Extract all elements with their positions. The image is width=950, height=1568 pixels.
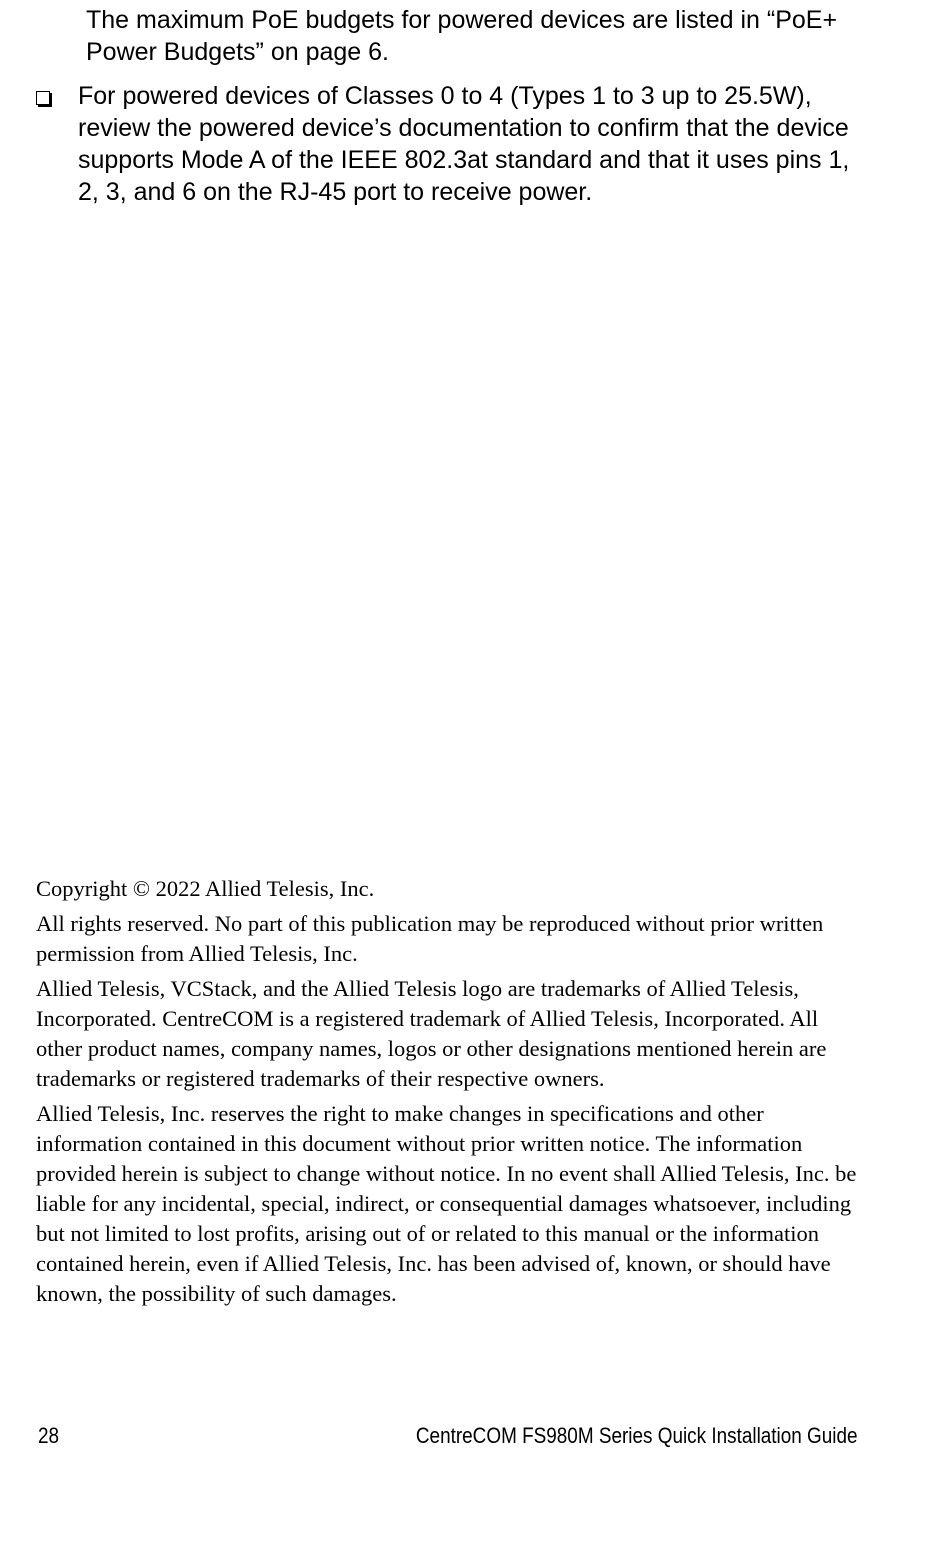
checkbox-bullet-icon [36, 91, 50, 105]
trademarks-paragraph: Allied Telesis, VCStack, and the Allied Telesis logo are trademarks of Allied Telesis, Incorporated. CentreCOM is a registered trademark of Allied Telesis, Incorporated. All other product names, company names, logos or other designations mentioned herein are trademarks or registered trademarks of their respective owners. [36, 976, 827, 1091]
page-footer [38, 1420, 858, 1454]
copyright-line: Copyright © 2022 Allied Telesis, Inc. [36, 876, 375, 901]
checklist-item [36, 80, 876, 208]
intro-paragraph: The maximum PoE budgets for powered devices are listed in “PoE+ Power Budgets” on page 6. [86, 6, 838, 66]
page-number: 28 [38, 1423, 60, 1448]
guide-title: CentreCOM FS980M Series Quick Installation Guide [416, 1423, 858, 1448]
disclaimer-paragraph: Allied Telesis, Inc. reserves the right to make changes in specifications and other information contained in this document without prior written notice. The information provided herein is subject to change without notice. In no event shall Allied Telesis, Inc. be liable for any incidental, special, indirect, or consequential damages whatsoever, including but not limited to lost profits, arising out of or related to this manual or the information contained herein, even if Allied Telesis, Inc. has been advised of, known, or should have known, the possibility of such damages. [36, 1101, 857, 1306]
copyright-notice [36, 874, 866, 1314]
rights-reserved-paragraph: All rights reserved. No part of this publication may be reproduced without prior written permission from Allied Telesis, Inc. [36, 911, 824, 966]
checklist-item-text: For powered devices of Classes 0 to 4 (Types 1 to 3 up to 25.5W), review the powered device’s documentation to confirm that the device supports Mode A of the IEEE 802.3at standard and that it uses pins 1, 2, 3, and 6 on the RJ-45 port to receive power. [78, 82, 850, 206]
